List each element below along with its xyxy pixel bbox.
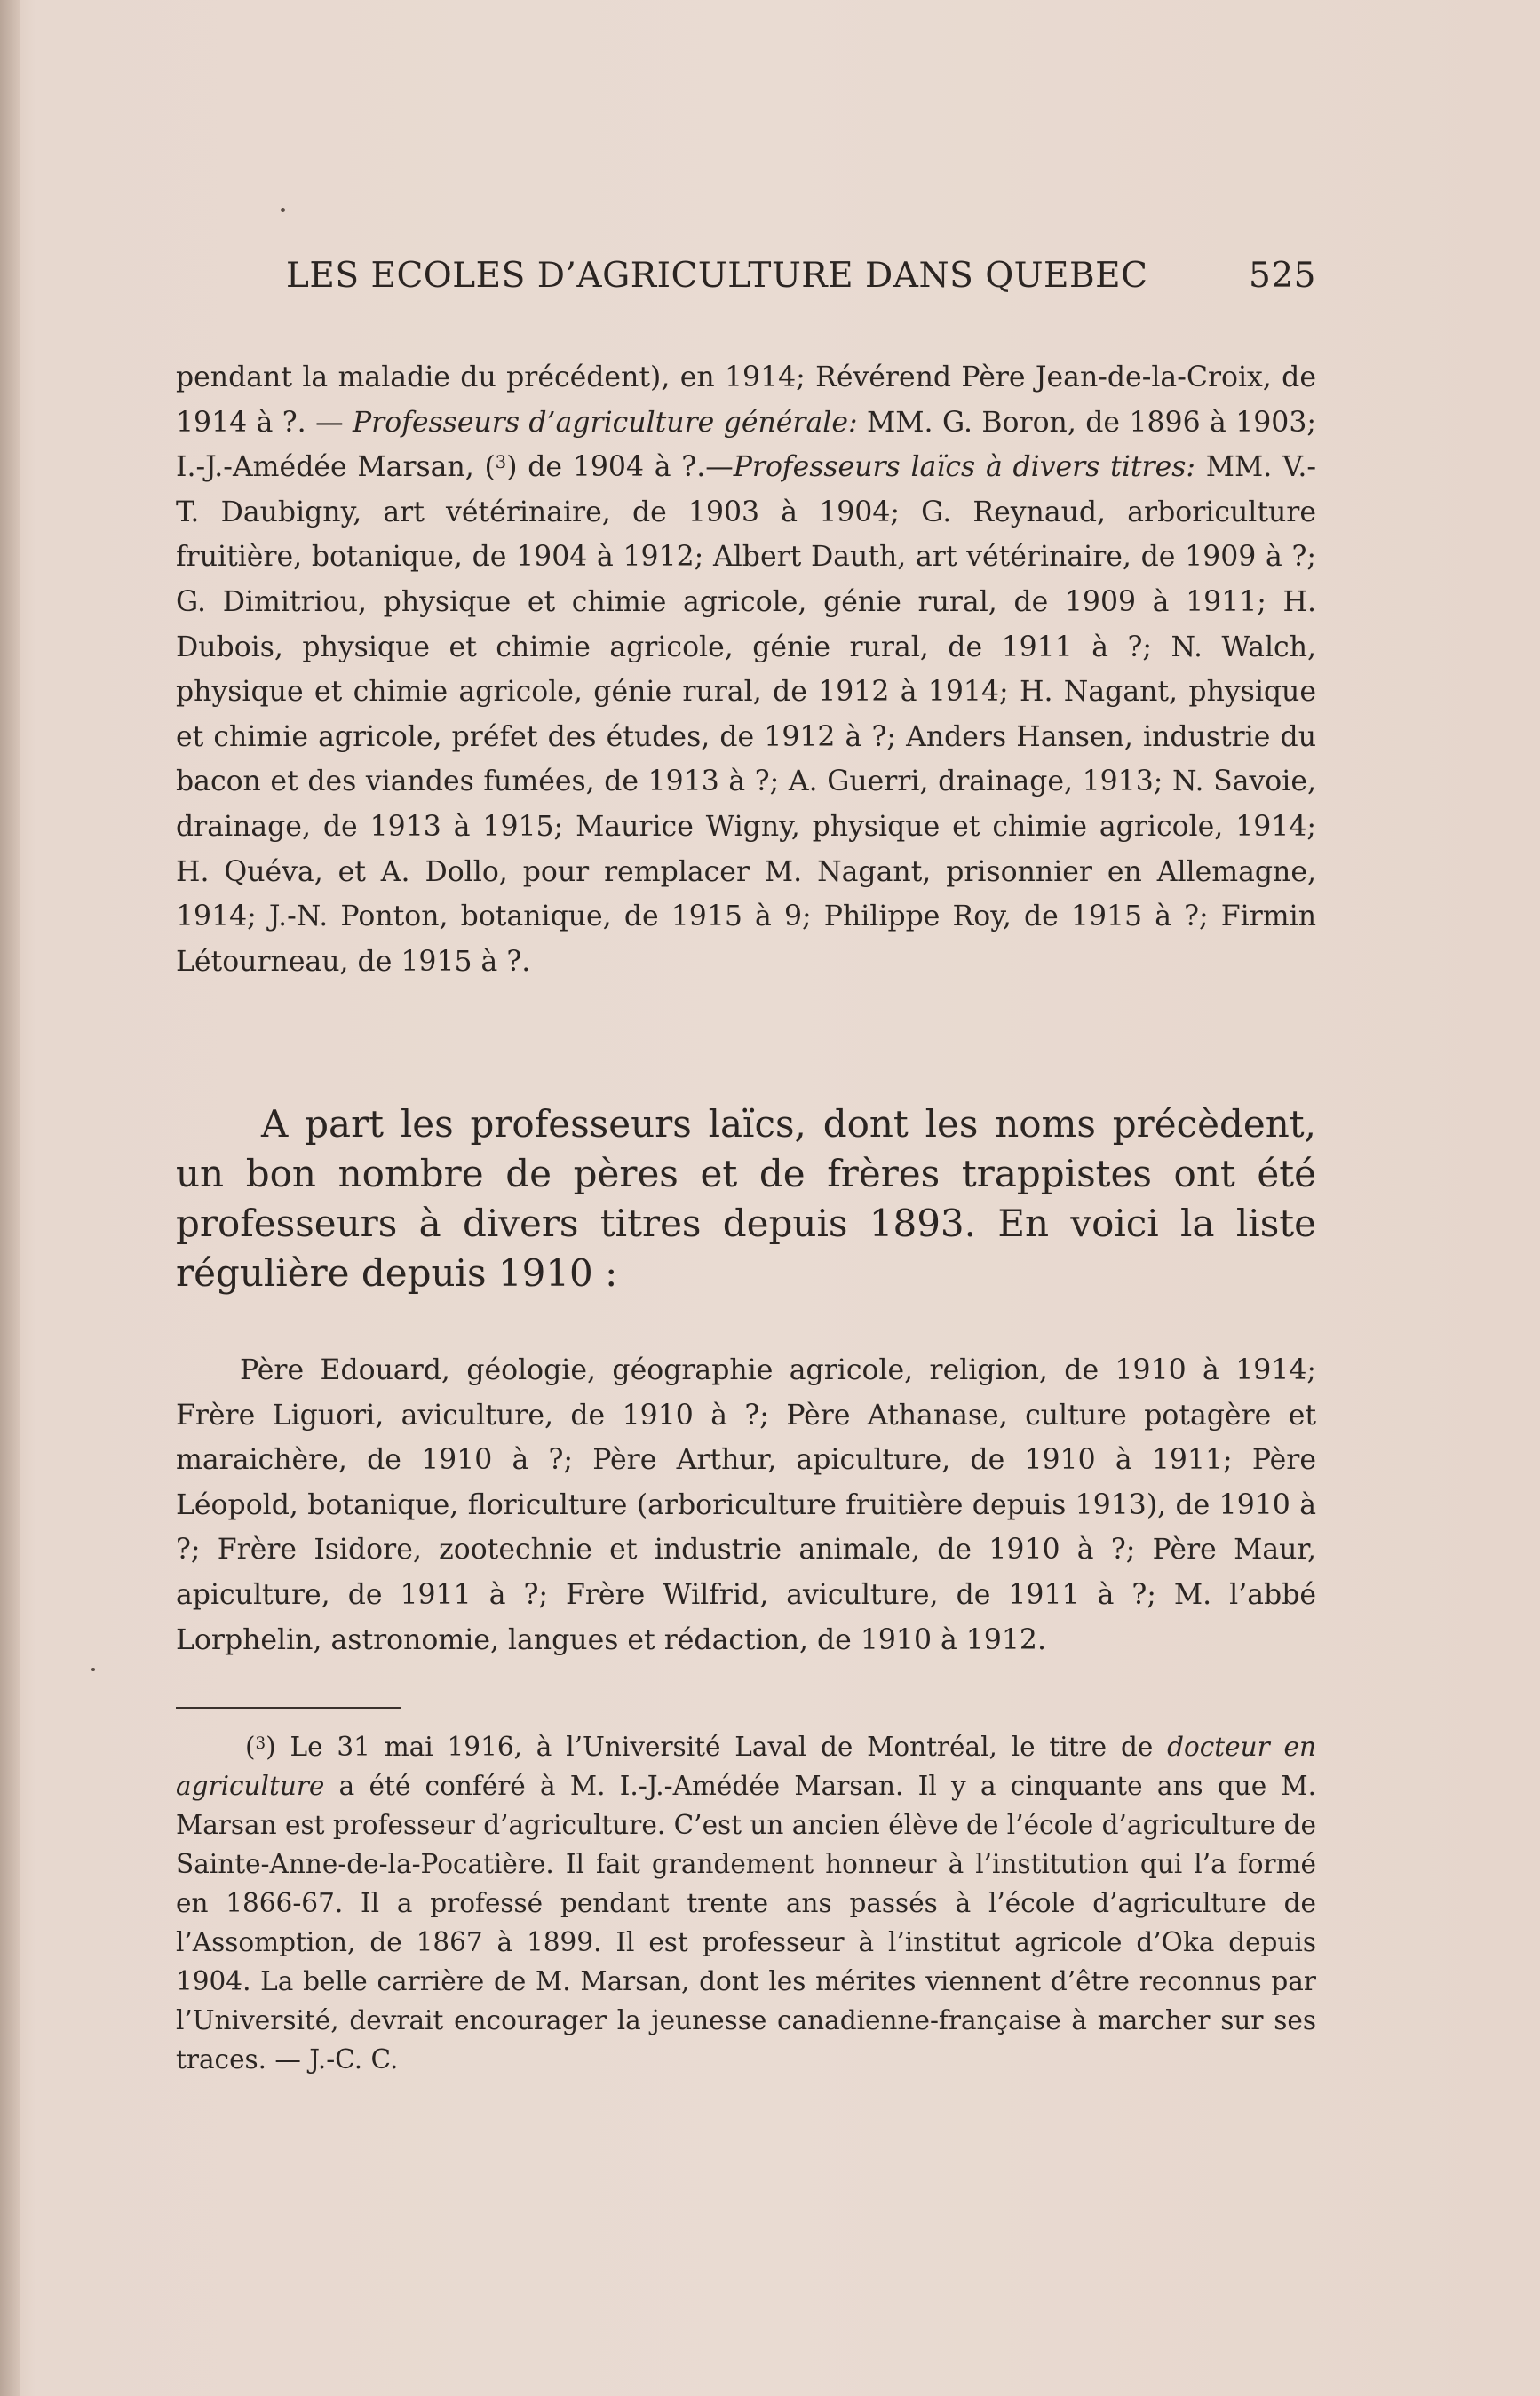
ink-speck — [281, 208, 285, 212]
footnote-divider — [176, 1707, 401, 1709]
text-run: MM. V.-T. Daubigny, art vétérinaire, de 1903 à 1904; G. Reynaud, arboriculture fruitière, botanique, de 1904 à 1912; Albert Dauth, art vétérinaire, de 1909 à ?; G. Dimitriou, physique et chimie agricole, génie rural, de 1909 à 1911; H. Dubois, physique et chimie agricole, génie rural, de 1911 à ?; N. Walch, physique et chimie agricole, génie rural, de 1912 à 1914; H. Nagant, physique et chimie agricole, préfet des études, de 1912 à ?; Anders Hansen, industrie du bacon et des viandes fumées, de 1913 à ?; A. Guerri, drainage, 1913; N. Savoie, drainage, de 1913 à 1915; Maurice Wigny, physique et chimie agricole, 1914; H. Quéva, et A. Dollo, pour remplacer M. Nagant, prisonnier en Allemagne, 1914; J.-N. Ponton, botanique, de 1915 à 9; Philippe Roy, de 1915 à ?; Firmin Létourneau, de 1915 à ?. — [176, 451, 1316, 978]
running-title: LES ECOLES D’AGRICULTURE DANS QUEBEC — [286, 256, 1148, 296]
text-run: MM. G. Boron, de 1896 à 1903; I.-J.-Amédée Marsan, ( — [176, 406, 1316, 484]
trappist-list-paragraph — [176, 1348, 1316, 1662]
italic-heading: Professeurs d’agriculture générale: — [352, 406, 858, 439]
italic-term: docteur en agriculture — [176, 1732, 1317, 1801]
footnote — [176, 1727, 1316, 2079]
text-run: ( — [245, 1732, 256, 1762]
italic-heading: Professeurs laïcs à divers titres: — [733, 451, 1196, 484]
binding-edge — [0, 0, 20, 2396]
paragraph-text: A part les professeurs laïcs, dont les noms précèdent, un bon nombre de pères et de frères trappistes ont été professeurs à divers titres depuis 1893. En voici la liste régulière depuis 1910 : — [176, 1102, 1316, 1295]
text-run: pendant la maladie du précédent), en 1914; Révérend Père Jean-de-la-Croix, de 1914 à ?. — — [176, 361, 1316, 439]
text-run: a été conféré à M. I.-J.-Amédée Marsan. Il y a cinquante ans que M. Marsan est professeur d’agriculture. C’est un ancien élève de l’école d’agriculture de Sainte-Anne-de-la-Pocatière. Il fait grandement honneur à l’institution qui l’a formé en 1866-67. Il a professé pendant trente ans passés à l’école d’agriculture de l’Assomption, de 1867 à 1899. Il est professeur à l’institut agricole d’Oka depuis 1904. La belle carrière de M. Marsan, dont les mérites viennent d’être reconnus par l’Université, devrait encourager la jeunesse canadienne-française à marcher sur ses traces. — J.-C. C. — [176, 1771, 1316, 2075]
body-paragraph — [176, 1099, 1316, 1298]
paragraph-text — [176, 355, 1316, 984]
paragraph-text: Père Edouard, géologie, géographie agricole, religion, de 1910 à 1914; Frère Liguori, aviculture, de 1910 à ?; Père Athanase, culture potagère et maraichère, de 1910 à ?; Père Arthur, apiculture, de 1910 à 1911; Père Léopold, botanique, floriculture (arboriculture fruitière depuis 1913), de 1910 à ?; Frère Isidore, zootechnie et industrie animale, de 1910 à ?; Père Maur, apiculture, de 1911 à ?; Frère Wilfrid, aviculture, de 1911 à ?; M. l’abbé Lorphelin, astronomie, langues et rédaction, de 1910 à 1912. — [176, 1354, 1316, 1656]
running-header — [286, 256, 1316, 300]
footnote-mark: 3 — [255, 1734, 266, 1753]
faculty-list-paragraph — [176, 355, 1316, 984]
footnote-reference: 3 — [495, 452, 507, 473]
text-run: ) Le 31 mai 1916, à l’Université Laval de Montréal, le titre de — [266, 1732, 1168, 1762]
footnote-text — [176, 1727, 1316, 2079]
page-number: 525 — [1249, 256, 1316, 296]
ink-speck — [91, 1668, 95, 1671]
text-run: ) de 1904 à ?.— — [506, 451, 734, 484]
